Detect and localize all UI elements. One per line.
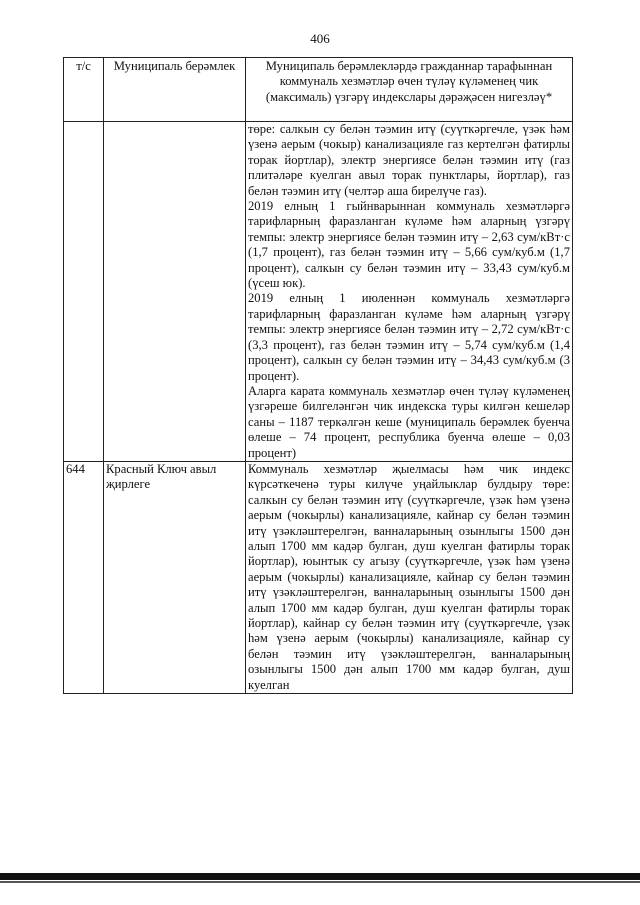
header-municipality: Муниципаль берәмлек — [104, 58, 246, 122]
description-paragraph: төре: салкын су белән тәэмин итү (суүткәргечле, үзәк һәм үзенә аерым (чокыр) канализацияле газ кертелгән фатирлы торак йортлар), электр энергиясе белән тәэмин итү (газ плитәләре куелган авыл торак пунктлары, йортлар), газ белән тәэмин итү (челтәр аша бирелүче газ). — [248, 122, 570, 198]
page-number: 406 — [310, 31, 330, 46]
description-paragraph: 2019 елның 1 июленнән коммуналь хезмәтләргә тарифларның фаразланган күләме һәм аларның үзгәрү темпы: электр энергиясе белән тәэмин итү – 2,72 сум/кВт·с (3,3 процент), газ белән тәэмин итү – 5,74 сум/куб.м (1,4 процент), салкын су белән тәэмин итү – 34,43 сум/куб.м (3 процент). — [248, 291, 570, 383]
description-paragraph: 2019 елның 1 гыйнварыннан коммуналь хезмәтләргә тарифларның фаразланган күләме һәм аларның үзгәрү темпы: электр энергиясе белән тәэмин итү – 2,63 сум/кВт·с (1,7 процент), газ белән тәэмин итү – 5,66 сум/куб.м (1,7 процент), салкын су белән тәэмин итү – 33,43 сум/куб.м (үсеш юк). — [248, 199, 570, 291]
description-paragraph: Аларга карата коммуналь хезмәтләр өчен түләү күләменең үзгәреше билгеләнгән чик индекска туры килгән кешеләр саны – 1187 теркәлгән кеше (муниципаль берәмлек буенча өлеше – 74 процент, республика буенча өлеше – 0,03 процент) — [248, 383, 570, 460]
row-number — [64, 122, 104, 462]
row-description — [246, 461, 573, 693]
row-municipality — [104, 122, 246, 462]
row-municipality: Красный Ключ авыл җирлеге — [104, 461, 246, 693]
tariff-index-table — [63, 57, 573, 694]
row-number: 644 — [64, 461, 104, 693]
description-paragraph: Коммуналь хезмәтләр җыелмасы һәм чик индекс күрсәткеченә туры килүче уңайлыклар булдыру төре: салкын су белән тәэмин итү (суүткәргечле, үзәк һәм үзенә аерым (чокырлы) канализацияле, кайнар су белән тәэмин итү үзәкләштерелгән, ванналарының озынлыгы 1500 дән алып 1700 мм кадәр булган, душ куелган фатирлы торак йортлар), юынтык су агызу (суүткәргечле, үзәк һәм үзенә аерым (чокырлы) канализацияле, кайнар су белән тәэмин итү үзәкләштерелгән, ванналарының озынлыгы 1500 дән алып 1700 мм кадәр булган, душ куелган фатирлы торак йортлар), кайнар су белән тәэмин итү (суүткәргечле, үзәк һәм үзенә аерым (чокырлы) канализацияле, кайнар су белән тәэмин итү үзәкләштерелгән, ванналарының озынлыгы 1500 дән алып 1700 мм кадәр булган, душ куелган — [248, 461, 570, 692]
row-description — [246, 122, 573, 462]
table-row — [64, 122, 573, 462]
header-justification: Муниципаль берәмлекләрдә гражданнар тарафыннан коммуналь хезмәтләр өчен түләү күләменең чик (максималь) үзгәрү индекслары дәрәҗәсен нигезләү* — [246, 58, 573, 122]
scan-edge-line — [0, 881, 640, 883]
header-number: т/с — [64, 58, 104, 122]
table-header-row — [64, 58, 573, 122]
table-row — [64, 461, 573, 693]
scan-edge-bar — [0, 873, 640, 880]
